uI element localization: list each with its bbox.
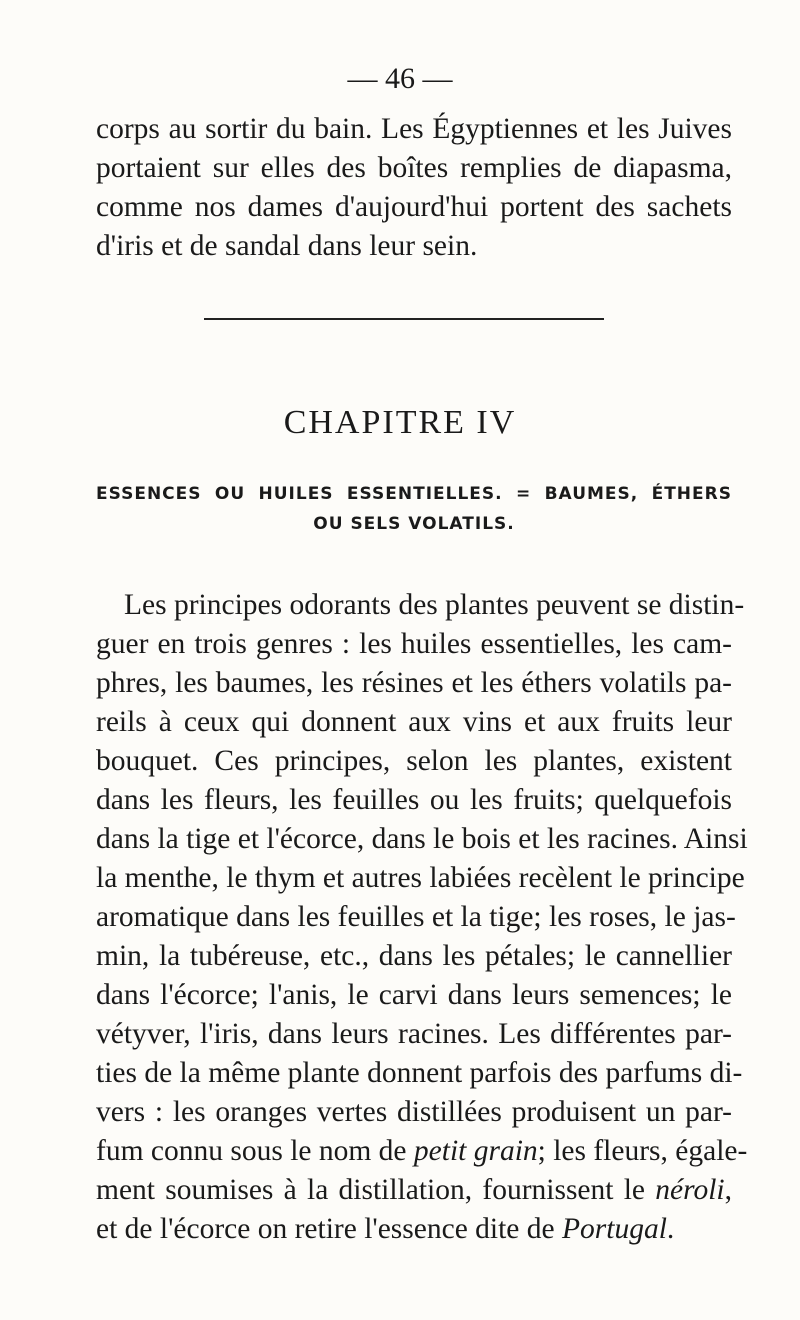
text-line: ties de la même plante donnent parfois des parfums di- (96, 1057, 743, 1089)
text-line (96, 1171, 732, 1210)
text-line (96, 1210, 732, 1249)
text-line: vers : les oranges vertes distillées produisent un par- (96, 1096, 732, 1128)
intro-paragraph (96, 110, 732, 266)
text-line: portaient sur elles des boîtes remplies de diapasma, (96, 152, 732, 184)
text-segment: ment soumises à la distillation, fournissent le (96, 1174, 656, 1206)
text-line: dans la tige et l'écorce, dans le bois et les racines. Ainsi (96, 823, 748, 855)
chapter-subtitle-line1: ESSENCES OU HUILES ESSENTIELLES. = BAUMES, ÉTHERS (96, 484, 732, 504)
text-line: bouquet. Ces principes, selon les plantes, existent (96, 745, 732, 777)
text-line: guer en trois genres : les huiles essentielles, les cam- (96, 628, 732, 660)
text-line: comme nos dames d'aujourd'hui portent des sachets (96, 191, 732, 223)
italic-term-neroli: néroli (655, 1174, 725, 1206)
text-line: dans l'écorce; l'anis, le carvi dans leurs semences; le (96, 979, 732, 1011)
text-line: vétyver, l'iris, dans leurs racines. Les différentes par- (96, 1018, 732, 1050)
text-segment: ; les fleurs, égale- (537, 1135, 748, 1167)
text-line: min, la tubéreuse, etc., dans les pétales; le cannellier (96, 940, 732, 972)
body-paragraph (96, 586, 748, 1249)
text-line: la menthe, le thym et autres labiées recèlent le principe (96, 862, 745, 894)
text-line: reils à ceux qui donnent aux vins et aux fruits leur (96, 706, 732, 738)
text-line: corps au sortir du bain. Les Égyptiennes et les Juives (96, 113, 732, 145)
text-segment: , (724, 1174, 732, 1206)
text-line: aromatique dans les feuilles et la tige; les roses, le jas- (96, 901, 736, 933)
text-segment: et de l'écorce on retire l'essence dite de (96, 1213, 562, 1245)
chapter-title: CHAPITRE IV (283, 404, 517, 441)
text-line: phres, les baumes, les résines et les éthers volatils pa- (96, 667, 732, 699)
chapter-subtitle-line2: OU SELS VOLATILS. (313, 514, 515, 534)
text-line: d'iris et de sandal dans leur sein. (96, 230, 478, 262)
italic-term-portugal: Portugal (562, 1213, 667, 1245)
page-number: — 46 — (347, 62, 453, 95)
italic-term-petit-grain: petit grain (413, 1135, 538, 1167)
section-divider (204, 318, 604, 320)
text-segment: . (666, 1213, 675, 1245)
text-line: Les principes odorants des plantes peuvent se distin- (124, 589, 745, 621)
text-line: dans les fleurs, les feuilles ou les fruits; quelquefois (96, 784, 732, 816)
text-line (96, 1132, 748, 1171)
text-segment: fum connu sous le nom de (96, 1135, 414, 1167)
